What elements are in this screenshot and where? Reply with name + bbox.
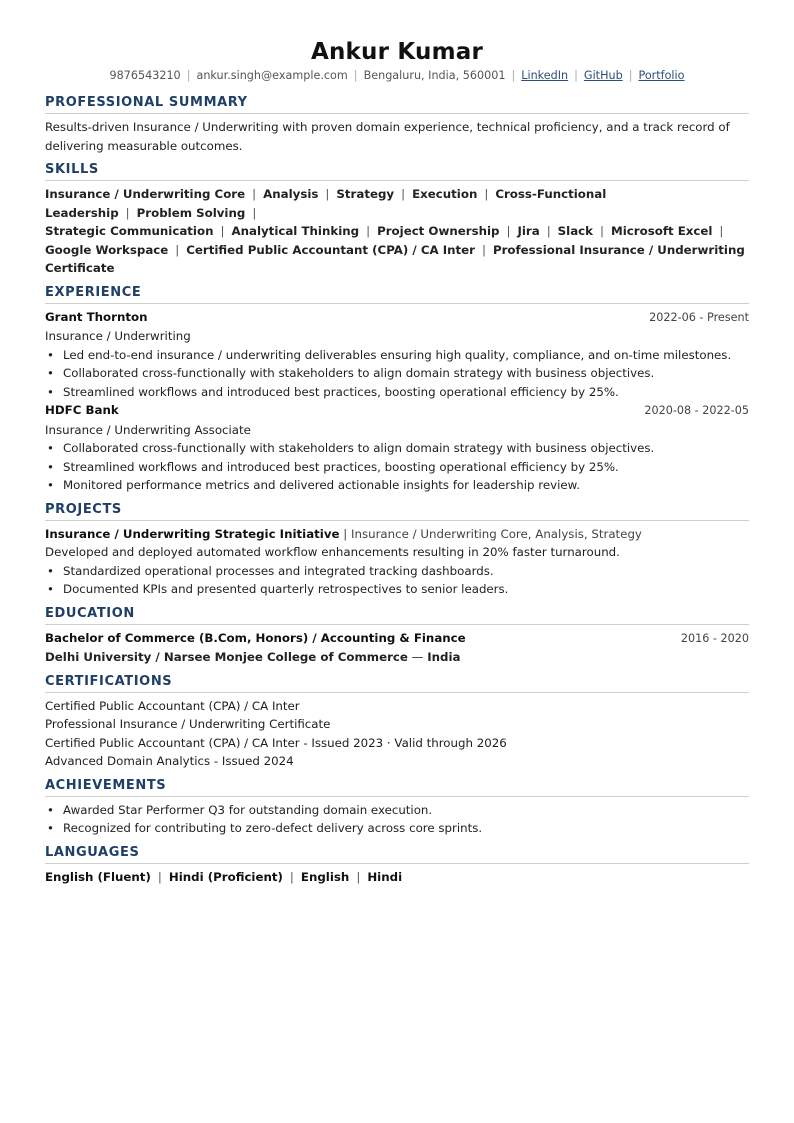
separator: | [546,224,551,238]
bullet-item: • Led end-to-end insurance / underwriting deliverables ensuring high quality, compliance, and on-time milestones. [45,346,749,365]
certification-item: Professional Insurance / Underwriting Certificate [45,717,331,731]
separator: — [407,650,428,664]
separator: | [157,869,162,884]
projects-list [45,525,749,599]
date-range: 2020-08 - 2022-05 [644,404,749,417]
certification-item: Advanced Domain Analytics - Issued 2024 [45,754,294,768]
education-list [45,629,749,667]
skill-item: Insurance / Underwriting Core [45,187,246,201]
bullet-item: • Documented KPIs and presented quarterly retrospectives to senior leaders. [45,580,749,599]
language-item: Hindi [367,869,403,884]
skill-item: Problem Solving [136,205,246,220]
project-entry [45,525,749,599]
bullet-item: • Collaborated cross-functionally with stakeholders to align domain strategy with business objectives. [45,439,749,458]
skill-item: Certified Public Accountant (CPA) / CA Inter [186,242,475,257]
separator: | [366,224,371,238]
separator: | [252,187,257,201]
bullet-item: • Monitored performance metrics and delivered actionable insights for leadership review. [45,476,749,495]
project-description: Developed and deployed automated workflow enhancements resulting in 20% faster turnaround. [45,545,620,559]
skill-item: Analytical Thinking [231,224,360,238]
separator: | [125,205,130,220]
job-role: Insurance / Underwriting [45,329,191,343]
institution-location: India [427,650,461,664]
section-title-languages: LANGUAGES [45,844,749,864]
separator: | [356,869,361,884]
separator: | [289,869,294,884]
separator: | [353,69,358,82]
experience-list [45,308,749,495]
separator: | [628,69,633,82]
skill-item: Microsoft Excel [611,224,713,238]
company-name: Grant Thornton [45,309,148,324]
institution-line [45,648,749,667]
language-item: English [300,869,350,884]
skill-item: Google Workspace [45,242,169,257]
separator: | [186,69,191,82]
job-role: Insurance / Underwriting Associate [45,422,251,437]
portfolio-link[interactable]: Portfolio [638,69,685,82]
section-title-summary: PROFESSIONAL SUMMARY [45,94,749,114]
certifications-list [45,697,749,771]
bullet-item: • Collaborated cross-functionally with stakeholders to align domain strategy with business objectives. [45,364,749,383]
skill-item: Jira [517,224,540,238]
company-name: HDFC Bank [45,403,119,417]
date-range: 2016 - 2020 [680,631,749,645]
location: Bengaluru, India, 560001 [363,69,506,82]
skill-item: Strategic Communication [45,224,214,238]
skill-item: Project Ownership [377,224,500,238]
education-header [45,629,749,649]
experience-entry [45,308,749,402]
separator: | [481,242,486,257]
skill-item: Professional Insurance / Underwriting Certificate [45,242,745,275]
section-title-experience: EXPERIENCE [45,284,749,304]
separator: | [175,242,180,257]
bullet-item: • Streamlined workflows and introduced best practices, boosting operational efficiency by 25%. [45,458,749,477]
contact-line [45,68,749,84]
language-item: Hindi (Proficient) [168,869,283,884]
separator: | [600,224,604,238]
languages-list [45,868,749,887]
section-title-achievements: ACHIEVEMENTS [45,777,749,797]
certification-item: Certified Public Accountant (CPA) / CA Inter - Issued 2023 · Valid through 2026 [45,735,507,750]
candidate-name: Ankur Kumar [310,39,484,65]
separator: | [719,224,724,238]
bullet-list [45,439,749,495]
skill-item: Slack [557,224,594,238]
skill-item: Execution [412,187,478,201]
skill-item: Strategy [336,187,395,201]
project-tech: | Insurance / Underwriting Core, Analysis, Strategy [339,526,642,541]
separator: | [252,205,257,220]
bullet-list [45,801,749,838]
bullet-item: • Streamlined workflows and introduced best practices, boosting operational efficiency by 25%. [45,383,749,402]
date-range: 2022-06 - Present [649,310,749,324]
project-header [45,525,749,544]
section-title-projects: PROJECTS [45,501,749,521]
separator: | [506,224,511,238]
separator: | [511,69,516,82]
skill-item: Analysis [263,187,319,201]
bullet-item: • Standardized operational processes and integrated tracking dashboards. [45,562,749,581]
degree-name: Bachelor of Commerce (B.Com, Honors) / Accounting & Finance [45,630,466,645]
institution-name: Delhi University / Narsee Monjee College of Commerce [45,650,408,664]
language-item: English (Fluent) [45,869,151,884]
github-link[interactable]: GitHub [583,69,623,82]
education-entry [45,629,749,667]
section-title-education: EDUCATION [45,605,749,625]
experience-entry [45,401,749,495]
phone: 9876543210 [109,69,181,82]
bullet-list [45,562,749,599]
bullet-list [45,346,749,402]
project-title: Insurance / Underwriting Strategic Initiative [45,526,340,541]
bullet-item: • Recognized for contributing to zero-defect delivery across core sprints. [45,819,749,838]
skill-item: Cross-Functional Leadership [45,187,607,220]
email: ankur.singh@example.com [196,69,348,82]
separator: | [574,69,578,82]
separator: | [401,187,406,201]
achievements-list [45,801,749,838]
experience-header [45,308,749,328]
section-title-skills: SKILLS [45,161,749,181]
section-title-certifications: CERTIFICATIONS [45,673,749,693]
linkedin-link[interactable]: LinkedIn [521,69,569,82]
summary-text: Results-driven Insurance / Underwriting with proven domain experience, technical proficiency, and a track record of delivering measurable outcomes. [45,120,730,153]
skills-list [45,185,749,278]
separator: | [220,224,225,238]
experience-header [45,401,749,421]
bullet-item: • Awarded Star Performer Q3 for outstanding domain execution. [45,801,749,820]
certification-item: Certified Public Accountant (CPA) / CA Inter [45,698,300,713]
separator: | [325,187,330,201]
separator: | [484,187,489,201]
